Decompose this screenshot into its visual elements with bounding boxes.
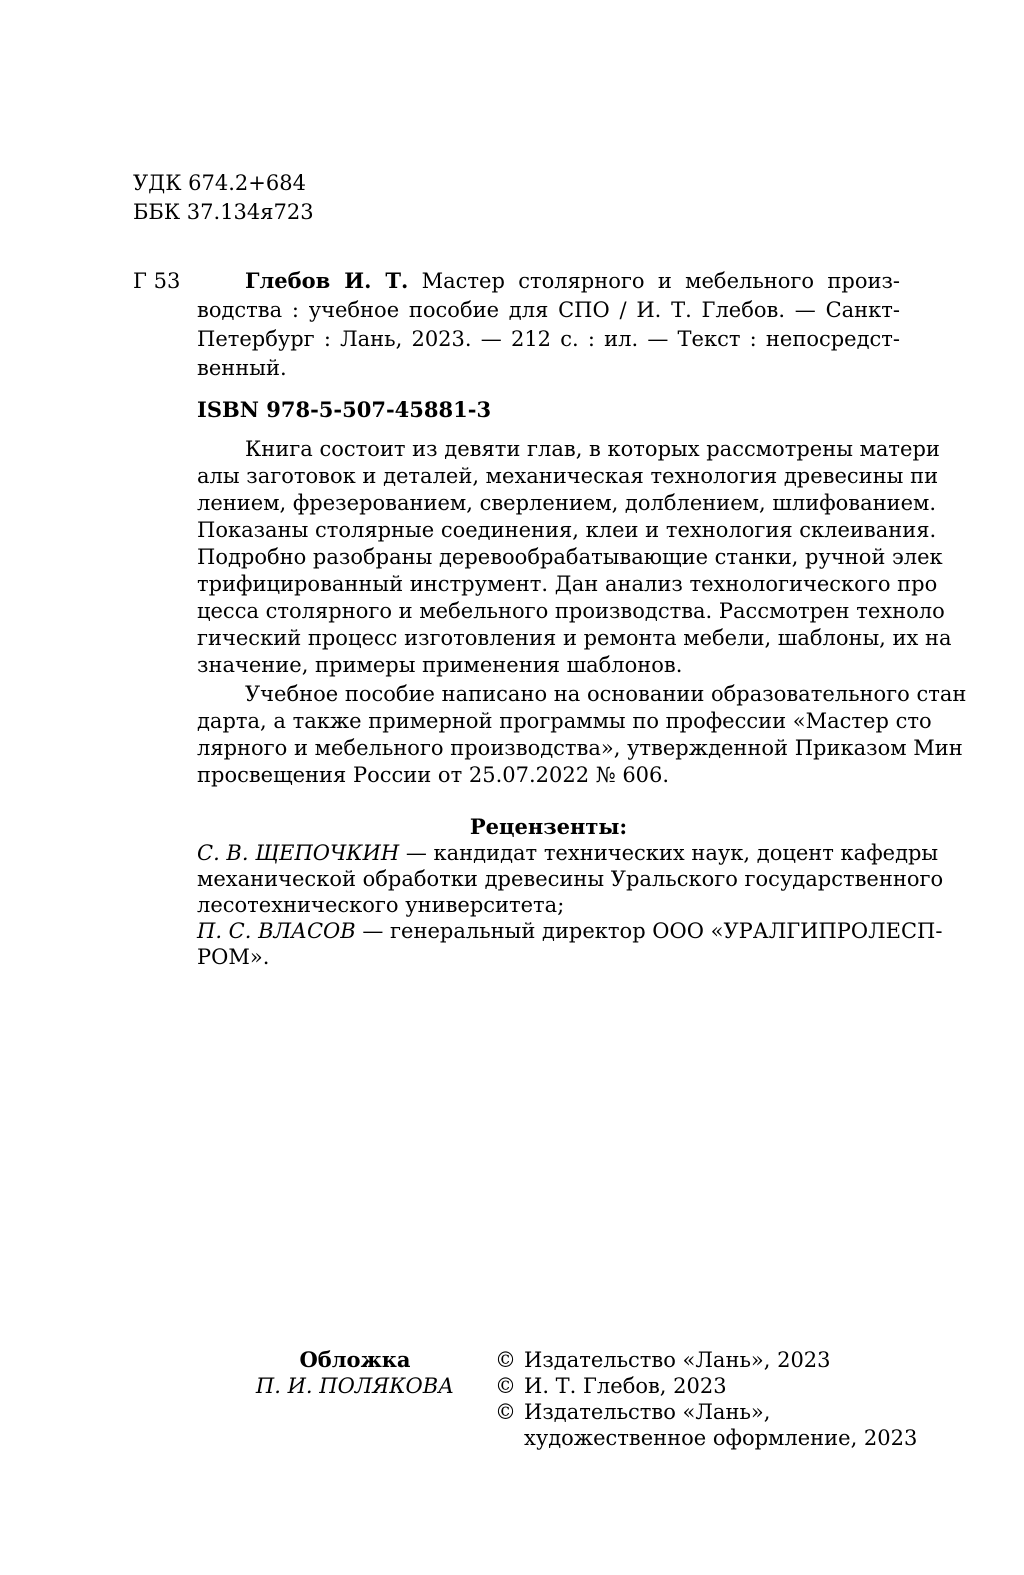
- reviewer-1-line-1: [197, 840, 939, 866]
- copyright-design: Издательство «Лань»,: [524, 1400, 771, 1424]
- copyright-symbol: ©: [495, 1374, 516, 1398]
- entry-line-3: Петербург : Лань, 2023. — 212 с. : ил. — Текст : непосредст-: [197, 327, 900, 351]
- annotation-line: Книга состоит из девяти глав, в которых рассмотрены матери: [245, 437, 940, 461]
- reviewer-2-line-1: [197, 918, 943, 944]
- reviewer-2-name: П. С. ВЛАСОВ: [197, 919, 356, 943]
- reviewer-1-name: С. В. ЩЕПОЧКИН: [197, 841, 400, 865]
- annotation-line: цесса столярного и мебельного производства. Рассмотрен техноло: [197, 599, 945, 623]
- copyright-author: И. Т. Глебов, 2023: [524, 1374, 727, 1398]
- entry-author: Глебов И. Т.: [245, 268, 409, 293]
- annotation-line: Показаны столярные соединения, клеи и технология склеивания.: [197, 518, 937, 542]
- annotation-line: дарта, а также примерной программы по профессии «Мастер сто: [197, 709, 932, 733]
- annotation-line: алы заготовок и деталей, механическая технология древесины пи: [197, 464, 939, 488]
- reviewer-2-title: — генеральный директор ООО «УРАЛГИПРОЛЕСП-: [362, 919, 943, 943]
- bbk-code: ББК 37.134я723: [133, 200, 314, 224]
- cover-label: Обложка: [299, 1347, 411, 1372]
- reviewers-heading: Рецензенты:: [469, 814, 628, 839]
- reviewer-1-title: — кандидат технических наук, доцент кафедры: [405, 841, 939, 865]
- reviewer-1-line-2: механической обработки древесины Уральского государственного: [197, 867, 944, 891]
- author-mark: Г 53: [133, 269, 181, 293]
- cover-artist: П. И. ПОЛЯКОВА: [255, 1374, 455, 1398]
- reviewer-2-line-2: РОМ».: [197, 945, 270, 969]
- annotation-line: просвещения России от 25.07.2022 № 606.: [197, 763, 670, 787]
- entry-line-1: [245, 268, 900, 294]
- entry-line-1-text: Мастер столярного и мебельного произ-: [421, 269, 901, 293]
- copyright-publisher: Издательство «Лань», 2023: [524, 1348, 831, 1372]
- copyright-design-cont: художественное оформление, 2023: [524, 1426, 918, 1450]
- annotation-line: Учебное пособие написано на основании образовательного стан: [245, 682, 967, 706]
- entry-line-4: венный.: [197, 356, 287, 380]
- annotation-line: Подробно разобраны деревообрабатывающие станки, ручной элек: [197, 545, 943, 569]
- copyright-symbol: ©: [495, 1348, 516, 1372]
- annotation-line: лением, фрезерованием, сверлением, долблением, шлифованием.: [197, 491, 937, 515]
- udk-code: УДК 674.2+684: [133, 171, 306, 195]
- reviewer-1-line-3: лесотехнического университета;: [197, 893, 565, 917]
- entry-line-2: водства : учебное пособие для СПО / И. Т. Глебов. — Санкт-: [197, 298, 900, 322]
- annotation-line: трифицированный инструмент. Дан анализ технологического про: [197, 572, 938, 596]
- annotation-line: лярного и мебельного производства», утвержденной Приказом Мин: [197, 736, 963, 760]
- annotation-line: гический процесс изготовления и ремонта мебели, шаблоны, их на: [197, 626, 952, 650]
- annotation-line: значение, примеры применения шаблонов.: [197, 653, 683, 677]
- copyright-symbol: ©: [495, 1400, 516, 1424]
- isbn: ISBN 978-5-507-45881-3: [197, 397, 492, 422]
